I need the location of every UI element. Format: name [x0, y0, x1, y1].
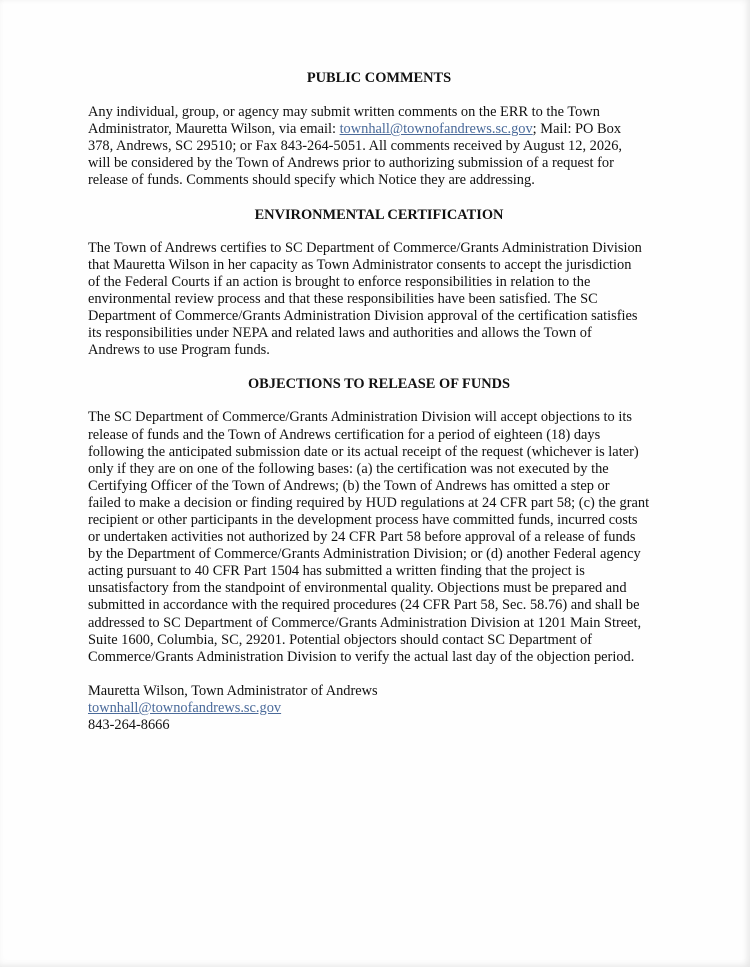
public-comments-paragraph [88, 104, 670, 189]
text-line: The SC Department of Commerce/Grants Administration Division will accept objections to its [88, 409, 632, 426]
text-line: Certifying Officer of the Town of Andrews; (b) the Town of Andrews has omitted a step or [88, 477, 610, 494]
text-line: release of funds. Comments should specify which Notice they are addressing. [88, 172, 535, 189]
text-line: only if they are on one of the following bases: (a) the certification was not executed by the [88, 460, 609, 477]
text-line: recipient or other participants in the development process have committed funds, incurred costs [88, 511, 638, 528]
text-line: release of funds and the Town of Andrews certification for a period of eighteen (18) days [88, 426, 601, 443]
text-line: acting pursuant to 40 CFR Part 1504 has submitted a written finding that the project is [88, 563, 585, 580]
environmental-certification-heading: ENVIRONMENTAL CERTIFICATION [254, 206, 504, 223]
text-line: that Mauretta Wilson in her capacity as Town Administrator consents to accept the jurisdiction [88, 256, 632, 273]
text-line: Suite 1600, Columbia, SC, 29201. Potential objectors should contact SC Department of [88, 631, 593, 648]
text-line: environmental review process and that these responsibilities have been satisfied. The SC [88, 290, 598, 307]
text-line: unsatisfactory from the standpoint of environmental quality. Objections must be prepared and [88, 580, 627, 597]
signature-phone: 843-264-8666 [88, 717, 170, 733]
text-line: of the Federal Courts if an action is brought to enforce responsibilities in relation to the [88, 273, 591, 290]
text-line: submitted in accordance with the required procedures (24 CFR Part 58, Sec. 58.76) and shall be [88, 597, 640, 614]
text-line: will be considered by the Town of Andrews prior to authorizing submission of a request for [88, 155, 614, 172]
signature-block [88, 683, 670, 734]
public-comments-heading: PUBLIC COMMENTS [306, 70, 452, 86]
objections-paragraph [88, 409, 670, 665]
signature-email-line [88, 700, 670, 717]
text-line: Commerce/Grants Administration Division to verify the actual last day of the objection period. [88, 648, 635, 665]
text-line: following the anticipated submission date or its actual receipt of the request (whichever is later) [88, 443, 639, 460]
objections-heading: OBJECTIONS TO RELEASE OF FUNDS [247, 376, 511, 393]
signature-name: Mauretta Wilson, Town Administrator of Andrews [88, 682, 378, 699]
email-link[interactable]: townhall@townofandrews.sc.gov [339, 121, 533, 138]
text-line: Department of Commerce/Grants Administration Division approval of the certification satisfies [88, 308, 638, 325]
environmental-certification-paragraph [88, 240, 670, 360]
text-fragment: Administrator, Mauretta Wilson, via email: [88, 121, 340, 138]
text-line [88, 121, 670, 138]
document-content [88, 70, 670, 734]
text-line: by the Department of Commerce/Grants Administration Division; or (d) another Federal agency [88, 546, 641, 563]
text-line: The Town of Andrews certifies to SC Department of Commerce/Grants Administration Division [88, 239, 642, 256]
text-line: its responsibilities under NEPA and related laws and authorities and allows the Town of [88, 325, 592, 342]
text-line: addressed to SC Department of Commerce/Grants Administration Division at 1201 Main Street, [88, 614, 642, 631]
text-line: 378, Andrews, SC 29510; or Fax 843-264-5051. All comments received by August 12, 2026, [88, 138, 623, 155]
text-line: or undertaken activities not authorized by 24 CFR Part 58 before approval of a release of funds [88, 529, 636, 546]
text-line: failed to make a decision or finding required by HUD regulations at 24 CFR part 58; (c) the grant [88, 494, 650, 511]
text-fragment: ; Mail: PO Box [532, 121, 622, 138]
signature-email-link[interactable]: townhall@townofandrews.sc.gov [88, 699, 282, 716]
text-line: Any individual, group, or agency may submit written comments on the ERR to the Town [88, 104, 600, 121]
text-line: Andrews to use Program funds. [88, 342, 270, 359]
